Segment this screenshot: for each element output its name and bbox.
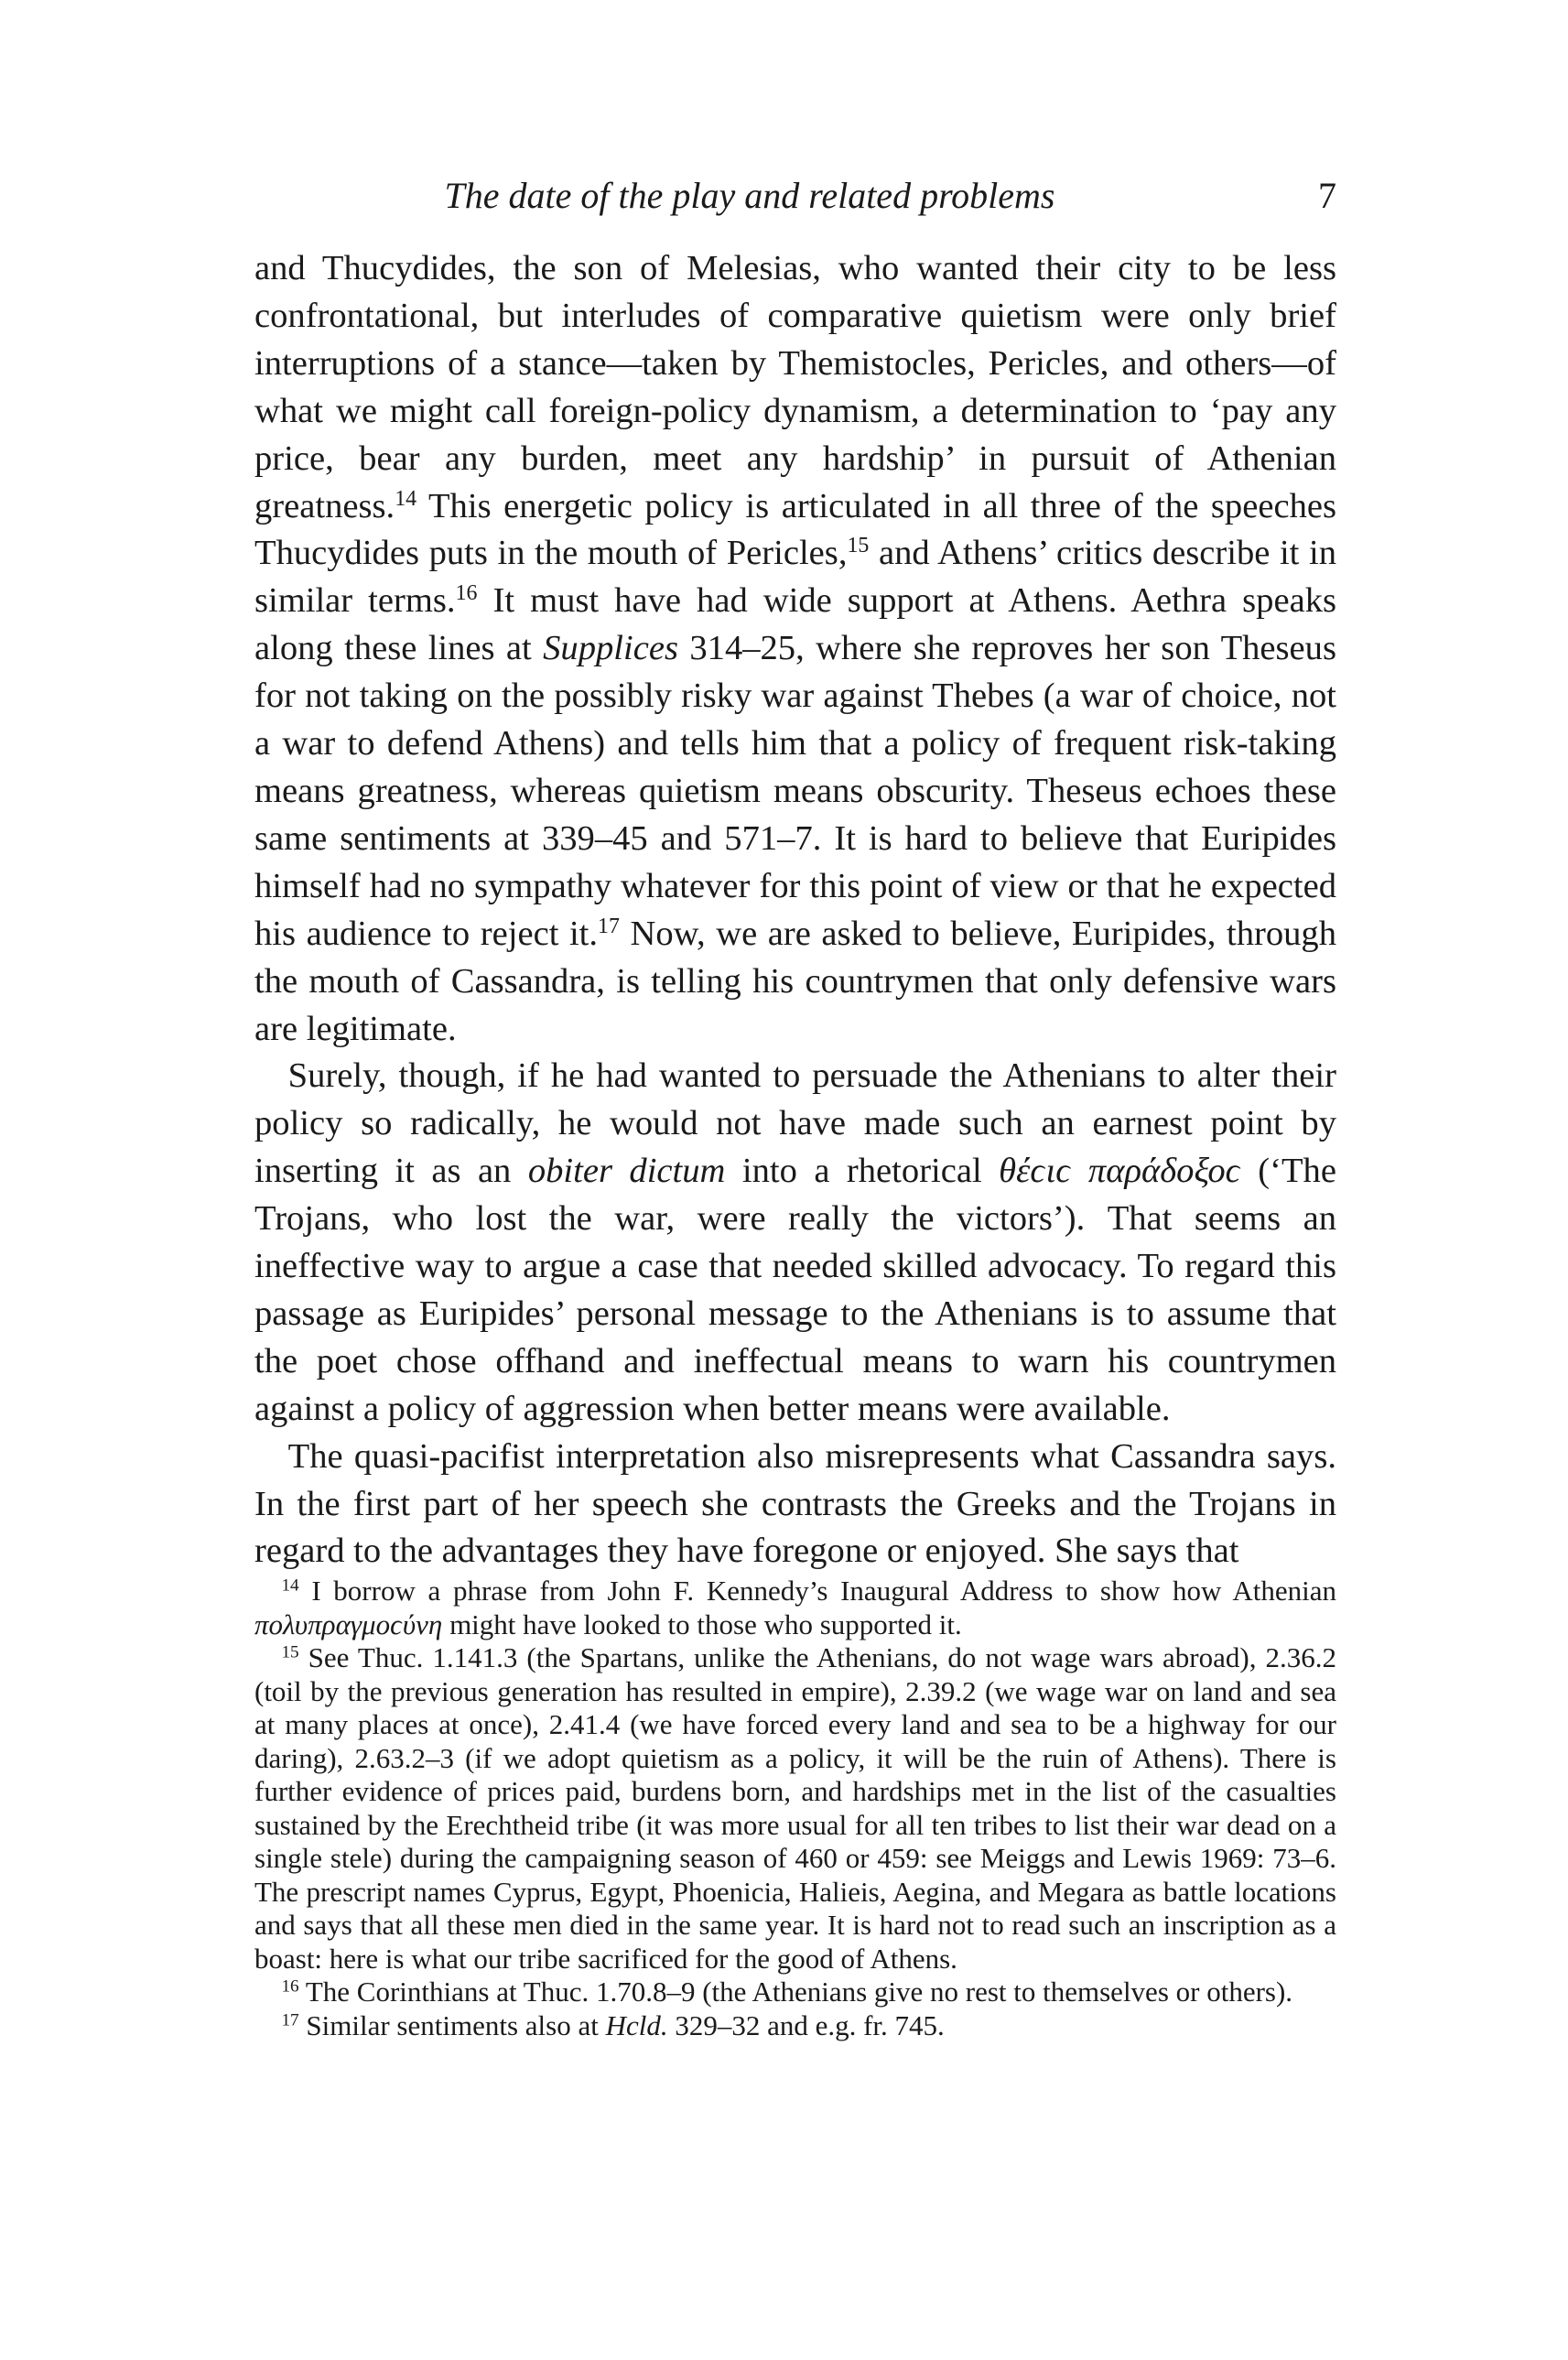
- text-run: I borrow a phrase from John F. Kennedy’s Inaugural Address to show how Athenian: [311, 1575, 1336, 1607]
- body-text: [254, 245, 1336, 1575]
- text-run: Now, we are asked to believe, Euripides, through the mouth of Cassandra, is telling his countrymen that only defensive wars are legitimate.: [254, 914, 1336, 1048]
- footnote: [254, 1976, 1336, 2009]
- running-head: [254, 174, 1336, 222]
- footnote: [254, 1575, 1336, 1641]
- text-run: The Corinthians at Thuc. 1.70.8–9 (the Athenians give no rest to themselves or others).: [305, 1976, 1293, 2008]
- footnote-number: 16: [281, 1976, 299, 1997]
- text-run: and Athens’ critics describe it in similar terms.: [254, 534, 1336, 621]
- text-run: See Thuc. 1.141.3 (the Spartans, unlike the Athenians, do not wage wars abroad), 2.36.2 (toil by the previous generation has resulted in empire), 2.39.2 (we wage war on land and sea at many places at once), 2.41.4 (we have forced every land and sea to be a highway for our daring), 2.63.2–3 (if we adopt quietism as a policy, it will be the ruin of Athens). There is further evidence of prices paid, burdens born, and hardships met in the list of the casualties sustained by the Erechtheid tribe (it was more usual for all ten tribes to list their war dead on a single stele) during the campaigning season of 460 or 459: see Meiggs and Lewis 1969: 73–6. The prescript names Cyprus, Egypt, Phoenicia, Halieis, Aegina, and Megara as battle locations and says that all these men died in the same year. It is hard not to read such an inscription as a boast: here is what our tribe sacrificed for the good of Athens.: [254, 1641, 1336, 1975]
- text-run: (‘The Trojans, who lost the war, were really the victors’). That seems an ineffective way to argue a case that needed skilled advocacy. To regard this passage as Euripides’ personal message to the Athenians is to assume that the poet chose offhand and ineffectual means to warn his countrymen against a policy of aggression when better means were available.: [254, 1152, 1336, 1428]
- italic-text: πολυπραγμοϲύνη: [254, 1608, 443, 1640]
- italic-text: Supplices: [543, 629, 678, 668]
- text-run: This energetic policy is articulated in all three of the speeches Thucydides puts in the mouth of Pericles,: [254, 486, 1336, 573]
- paragraph: [254, 1434, 1336, 1576]
- footnote-reference: 17: [598, 914, 620, 938]
- footnote-reference: 15: [847, 534, 870, 558]
- footnote: [254, 2009, 1336, 2043]
- footnote-reference: 16: [455, 581, 478, 606]
- page-number: 7: [1318, 175, 1336, 216]
- text-run: It must have had wide support at Athens. Aethra speaks along these lines at: [254, 581, 1336, 668]
- italic-text: Hcld.: [605, 2008, 668, 2041]
- italic-text: obiter dictum: [527, 1152, 726, 1191]
- footnote: [254, 1641, 1336, 1976]
- text-run: 314–25, where she reproves her son Theseus for not taking on the possibly risky war against Thebes (a war of choice, not a war to defend Athens) and tells him that a policy of frequent risk-taking means greatness, whereas quietism means obscurity. Theseus echoes these same sentiments at 339–45 and 571–7. It is hard to believe that Euripides himself had no sympathy whatever for this point of view or that he expected his audience to reject it.: [254, 629, 1336, 953]
- footnote-reference: 14: [395, 486, 417, 511]
- text-run: 329–32 and e.g. fr. 745.: [667, 2008, 945, 2041]
- text-run: into a rhetorical: [725, 1152, 1000, 1191]
- footnote-number: 15: [281, 1642, 299, 1662]
- text-run: Surely, though, if he had wanted to persuade the Athenians to alter their policy so radically, he would not have made such an earnest point by inserting it as an: [254, 1056, 1336, 1191]
- footnotes: [254, 1575, 1336, 2042]
- text-run: The quasi-pacifist interpretation also misrepresents what Cassandra says. In the first part of her speech she contrasts the Greeks and the Trojans in regard to the advantages they have foregone or enjoyed. She says that: [254, 1436, 1336, 1571]
- text-run: might have looked to those who supported it.: [442, 1608, 962, 1640]
- paragraph: [254, 245, 1336, 1053]
- text-run: and Thucydides, the son of Melesias, who wanted their city to be less confrontational, but interludes of comparative quietism were only brief interruptions of a stance—taken by Themistocles, Pericles, and others—of what we might call foreign-policy dynamism, a determination to ‘pay any price, bear any burden, meet any hardship’ in pursuit of Athenian greatness.: [254, 249, 1336, 525]
- footnote-number: 17: [281, 2009, 299, 2030]
- text-run: Similar sentiments also at: [306, 2008, 606, 2041]
- footnote-number: 14: [281, 1575, 299, 1596]
- running-title: The date of the play and related problems: [444, 175, 1055, 216]
- italic-text: θέϲιϲ παράδοξοϲ: [999, 1152, 1241, 1191]
- paragraph: [254, 1053, 1336, 1433]
